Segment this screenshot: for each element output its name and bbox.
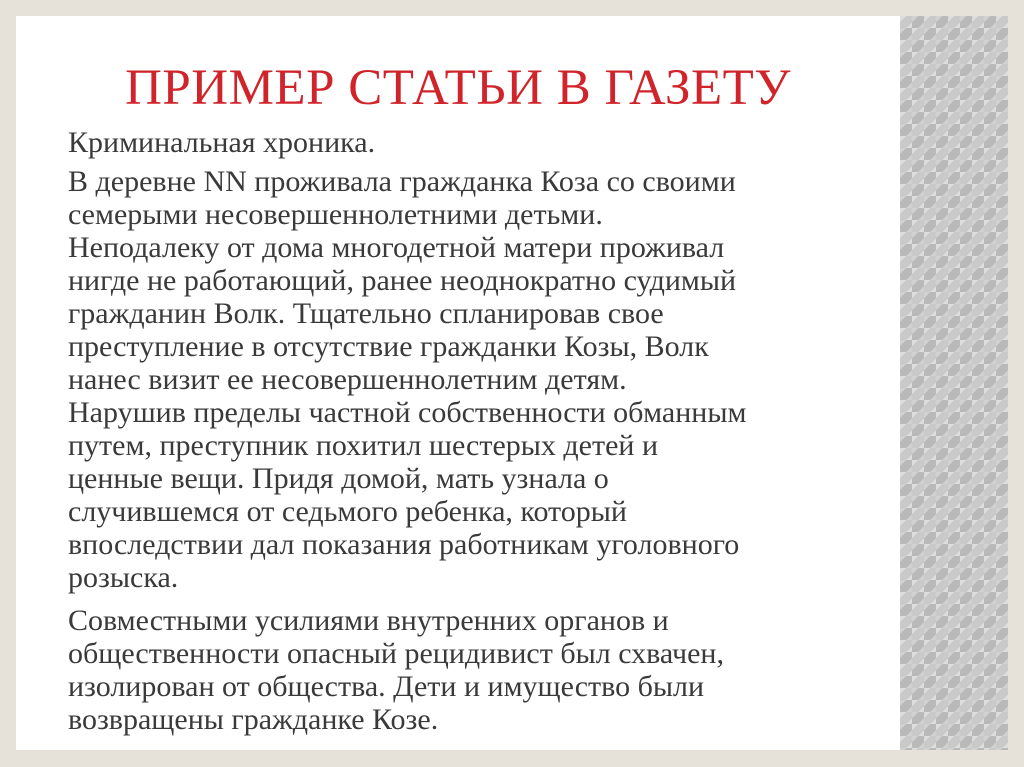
- text-line: путем, преступник похитил шестерых детей и: [68, 429, 659, 462]
- text-line: нанес визит ее несовершеннолетним детям.: [68, 363, 627, 396]
- text-line: ценные вещи. Придя домой, мать узнала о: [68, 462, 609, 495]
- text-line: Нарушив пределы частной собственности обманным: [68, 396, 747, 429]
- paragraph-story: [68, 165, 868, 594]
- text-line: общественности опасный рецидивист был схвачен,: [68, 637, 724, 670]
- text-line: розыска.: [68, 561, 179, 594]
- article-body: [68, 126, 868, 746]
- text-line: гражданин Волк. Тщательно спланировав свое: [68, 297, 664, 330]
- text-line: Совместными усилиями внутренних органов и: [68, 604, 669, 637]
- text-line: возвращены гражданке Козе.: [68, 703, 439, 736]
- slide-title: ПРИМЕР СТАТЬИ В ГАЗЕТУ: [125, 60, 791, 116]
- text-line: В деревне NN проживала гражданка Коза со своими: [68, 165, 736, 198]
- decorative-pattern-strip: [900, 16, 1008, 750]
- paragraph-heading: [68, 126, 868, 159]
- slide: [16, 16, 1008, 750]
- text-line: преступление в отсутствие гражданки Козы, Волк: [68, 330, 709, 363]
- text-line: семерыми несовершеннолетними детьми.: [68, 198, 603, 231]
- text-line: Криминальная хроника.: [68, 126, 376, 159]
- text-line: Неподалеку от дома многодетной матери проживал: [68, 231, 725, 264]
- text-line: изолирован от общества. Дети и имущество были: [68, 670, 705, 703]
- paragraph-conclusion: [68, 604, 868, 736]
- text-line: впоследствии дал показания работникам уголовного: [68, 528, 740, 561]
- text-line: нигде не работающий, ранее неоднократно судимый: [68, 264, 737, 297]
- text-line: случившемся от седьмого ребенка, который: [68, 495, 627, 528]
